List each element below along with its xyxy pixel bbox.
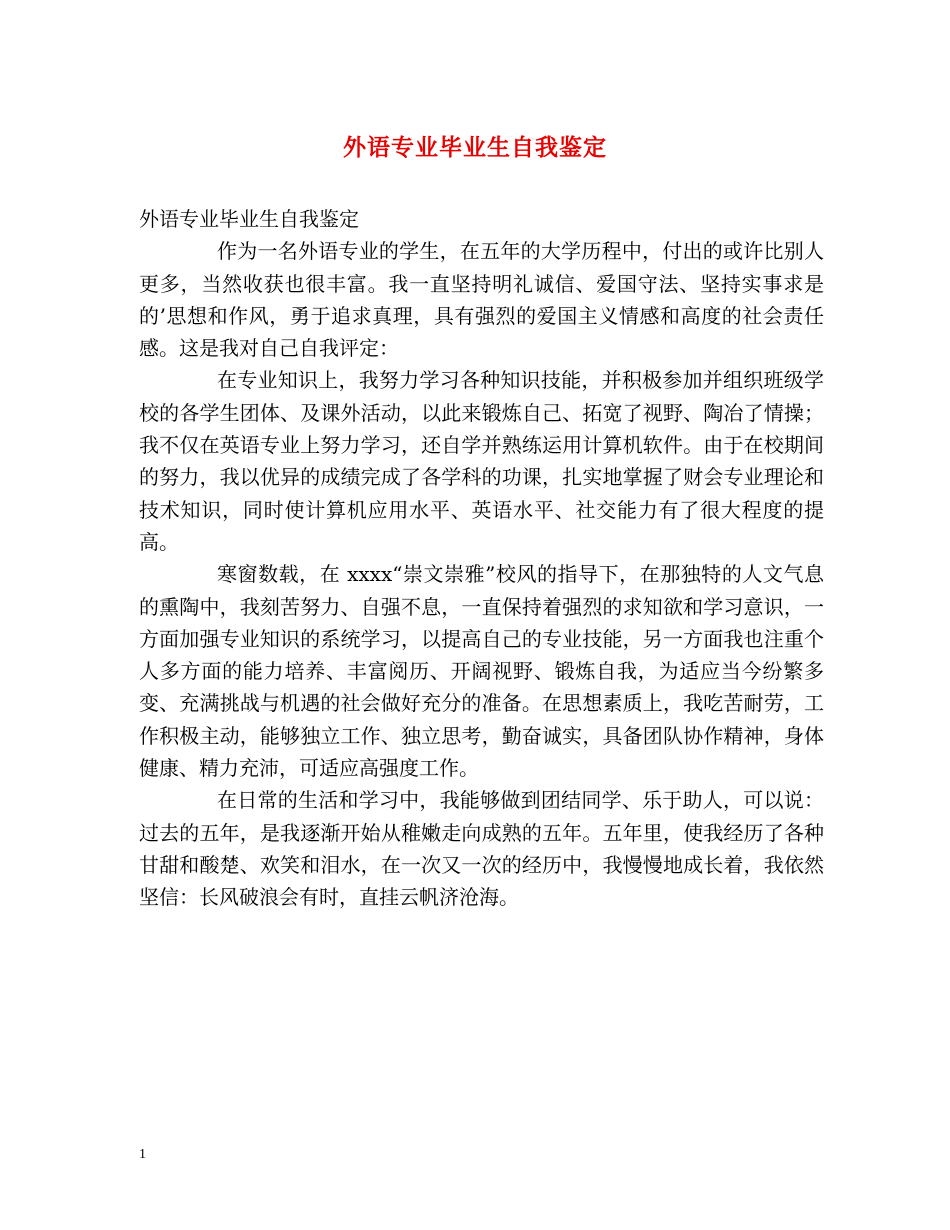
document-title: 外语专业毕业生自我鉴定: [343, 134, 607, 161]
document-subtitle: 外语专业毕业生自我鉴定: [139, 207, 359, 231]
page-number: 1: [139, 1147, 146, 1162]
paragraph-3: 寒窗数载，在 xxxx“崇文崇雅”校风的指导下，在那独特的人文气息的熏陶中，我刻苦努力、自强不息，一直保持着强烈的求知欲和学习意识，一方面加强专业知识的系统学习，以提高自己的专业技能，另一方面我也注重个人多方面的能力培养、丰富阅历、开阔视野、锻炼自我，为适应当今纷繁多变、充满挑战与机遇的社会做好充分的准备。在思想素质上，我吃苦耐劳，工作积极主动，能够独立工作、独立思考，勤奋诚实，具备团队协作精神，身体健康、精力充沛，可适应高强度工作。: [139, 562, 824, 781]
paragraph-4: 在日常的生活和学习中，我能够做到团结同学、乐于助人，可以说：过去的五年，是我逐渐开始从稚嫩走向成熟的五年。五年里，使我经历了各种甘甜和酸楚、欢笑和泪水，在一次又一次的经历中，我慢慢地成长着，我依然坚信：长风破浪会有时，直挂云帆济沧海。: [139, 788, 824, 910]
paragraph-2: 在专业知识上，我努力学习各种知识技能，并积极参加并组织班级学校的各学生团体、及课外活动，以此来锻炼自己、拓宽了视野、陶冶了情操；我不仅在英语专业上努力学习，还自学并熟练运用计算机软件。由于在校期间的努力，我以优异的成绩完成了各学科的功课，扎实地掌握了财会专业理论和技术知识，同时使计算机应用水平、英语水平、社交能力有了很大程度的提高。: [139, 368, 824, 554]
paragraph-1: 作为一名外语专业的学生，在五年的大学历程中，付出的或许比别人更多，当然收获也很丰富。我一直坚持明礼诚信、爱国守法、坚持实事求是的’思想和作风，勇于追求真理，具有强烈的爱国主义情感和高度的社会责任感。这是我对自己自我评定：: [139, 239, 824, 361]
document-body: [139, 203, 824, 914]
